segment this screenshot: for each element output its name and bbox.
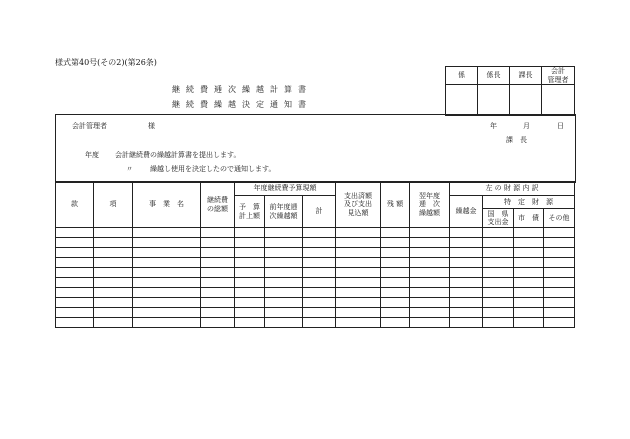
stamp-header-kaikei <box>542 67 575 85</box>
table-cell[interactable] <box>201 298 235 308</box>
addressee: 会計管理者 <box>72 122 107 130</box>
stamp-header-label: 係長 <box>486 71 501 80</box>
table-cell[interactable] <box>133 238 201 248</box>
carryover-table <box>55 181 575 328</box>
stamp-cell[interactable] <box>446 85 478 116</box>
table-cell[interactable] <box>483 318 514 328</box>
table-cell[interactable] <box>514 298 544 308</box>
table-cell[interactable] <box>235 248 265 258</box>
approval-stamp-table <box>445 66 575 116</box>
header-kokken: 国 県 支出金 <box>483 209 514 228</box>
table-row <box>56 278 575 288</box>
header-total: 継続費 の総額 <box>201 182 235 228</box>
table-cell[interactable] <box>483 228 514 238</box>
title-calculation: 継続費逓次繰越計算書 <box>172 85 312 94</box>
header-jigyo: 事 業 名 <box>133 182 201 228</box>
table-cell[interactable] <box>56 288 94 298</box>
table-cell[interactable] <box>410 228 450 238</box>
table-cell[interactable] <box>450 308 483 318</box>
table-cell[interactable] <box>133 308 201 318</box>
table-row <box>56 228 575 238</box>
table-cell[interactable] <box>483 248 514 258</box>
table-cell[interactable] <box>94 228 133 238</box>
table-cell[interactable] <box>235 278 265 288</box>
table-cell[interactable] <box>381 308 410 318</box>
table-cell[interactable] <box>56 308 94 318</box>
table-cell[interactable] <box>514 228 544 238</box>
table-cell[interactable] <box>450 298 483 308</box>
table-cell[interactable] <box>303 278 336 288</box>
table-cell[interactable] <box>265 278 303 288</box>
stamp-cell[interactable] <box>542 85 575 116</box>
table-cell[interactable] <box>450 268 483 278</box>
table-cell[interactable] <box>235 228 265 238</box>
stamp-header-label: 会計 管理者 <box>547 67 569 84</box>
table-cell[interactable] <box>133 288 201 298</box>
table-cell[interactable] <box>201 268 235 278</box>
stamp-cell[interactable] <box>478 85 510 116</box>
table-cell[interactable] <box>303 238 336 248</box>
table-cell[interactable] <box>235 298 265 308</box>
table-cell[interactable] <box>483 238 514 248</box>
header-zangaku: 残 額 <box>381 182 410 228</box>
table-cell[interactable] <box>56 248 94 258</box>
header-sonota: その他 <box>544 209 575 228</box>
table-cell[interactable] <box>381 288 410 298</box>
table-cell[interactable] <box>381 248 410 258</box>
letter-box <box>55 114 576 183</box>
table-cell[interactable] <box>544 268 575 278</box>
stamp-header-kakari <box>446 67 478 85</box>
table-cell[interactable] <box>265 238 303 248</box>
table-row <box>56 238 575 248</box>
table-cell[interactable] <box>94 258 133 268</box>
table-cell[interactable] <box>201 278 235 288</box>
table-cell[interactable] <box>94 278 133 288</box>
table-row <box>56 298 575 308</box>
table-cell[interactable] <box>336 238 381 248</box>
table-cell[interactable] <box>303 288 336 298</box>
stamp-header-label: 課長 <box>518 71 533 80</box>
table-cell[interactable] <box>265 308 303 318</box>
line1-text: 会計継続費の繰越計算書を提出します。 <box>115 151 241 159</box>
table-cell[interactable] <box>336 288 381 298</box>
table-cell[interactable] <box>133 258 201 268</box>
table-cell[interactable] <box>133 268 201 278</box>
table-cell[interactable] <box>381 258 410 268</box>
table-cell[interactable] <box>201 258 235 268</box>
table-cell[interactable] <box>544 278 575 288</box>
table-cell[interactable] <box>544 288 575 298</box>
table-cell[interactable] <box>381 228 410 238</box>
line2-text: 繰越し使用を決定したので通知します。 <box>150 165 276 173</box>
table-cell[interactable] <box>483 268 514 278</box>
table-cell[interactable] <box>56 238 94 248</box>
table-cell[interactable] <box>450 278 483 288</box>
header-tokutei-group: 特 定 財 源 <box>483 196 575 209</box>
table-cell[interactable] <box>544 318 575 328</box>
table-cell[interactable] <box>514 248 544 258</box>
header-kurikoshi: 繰越金 <box>450 196 483 228</box>
table-cell[interactable] <box>381 278 410 288</box>
table-cell[interactable] <box>514 278 544 288</box>
table-cell[interactable] <box>514 318 544 328</box>
table-cell[interactable] <box>56 298 94 308</box>
table-cell[interactable] <box>265 228 303 238</box>
header-shishutsu: 支出済額 及び支出 見込額 <box>336 182 381 228</box>
table-cell[interactable] <box>514 288 544 298</box>
table-cell[interactable] <box>201 318 235 328</box>
table-cell[interactable] <box>94 298 133 308</box>
table-cell[interactable] <box>336 308 381 318</box>
table-cell[interactable] <box>235 258 265 268</box>
date-year: 年 <box>490 122 497 130</box>
table-cell[interactable] <box>410 248 450 258</box>
table-cell[interactable] <box>410 238 450 248</box>
table-cell[interactable] <box>450 318 483 328</box>
stamp-header-kakaricho <box>478 67 510 85</box>
table-row <box>56 308 575 318</box>
table-cell[interactable] <box>381 238 410 248</box>
table-cell[interactable] <box>201 288 235 298</box>
stamp-header-label: 係 <box>458 71 465 80</box>
table-row <box>56 288 575 298</box>
table-cell[interactable] <box>235 318 265 328</box>
table-cell[interactable] <box>56 258 94 268</box>
table-cell[interactable] <box>514 268 544 278</box>
table-cell[interactable] <box>235 268 265 278</box>
table-cell[interactable] <box>133 318 201 328</box>
table-cell[interactable] <box>303 228 336 238</box>
table-cell[interactable] <box>201 308 235 318</box>
table-cell[interactable] <box>450 288 483 298</box>
table-cell[interactable] <box>410 258 450 268</box>
header-kan: 款 <box>56 182 94 228</box>
table-cell[interactable] <box>450 238 483 248</box>
table-cell[interactable] <box>336 258 381 268</box>
table-cell[interactable] <box>514 238 544 248</box>
table-cell[interactable] <box>265 318 303 328</box>
table-cell[interactable] <box>94 288 133 298</box>
table-cell[interactable] <box>483 308 514 318</box>
table-cell[interactable] <box>303 308 336 318</box>
line2-prefix: 〃 <box>126 165 133 173</box>
table-cell[interactable] <box>336 248 381 258</box>
table-cell[interactable] <box>265 288 303 298</box>
form-number: 様式第40号(その2)(第26条) <box>55 58 157 67</box>
table-cell[interactable] <box>265 258 303 268</box>
date-day: 日 <box>557 122 564 130</box>
table-cell[interactable] <box>235 238 265 248</box>
table-row <box>56 268 575 278</box>
table-cell[interactable] <box>410 288 450 298</box>
sender: 課 長 <box>506 136 527 144</box>
table-cell[interactable] <box>336 268 381 278</box>
table-cell[interactable] <box>514 308 544 318</box>
table-cell[interactable] <box>94 308 133 318</box>
table-cell[interactable] <box>336 318 381 328</box>
table-cell[interactable] <box>303 268 336 278</box>
table-cell[interactable] <box>544 248 575 258</box>
table-cell[interactable] <box>303 248 336 258</box>
table-cell[interactable] <box>56 268 94 278</box>
table-cell[interactable] <box>303 318 336 328</box>
table-cell[interactable] <box>381 318 410 328</box>
stamp-header-kacho <box>510 67 542 85</box>
table-cell[interactable] <box>133 228 201 238</box>
table-cell[interactable] <box>201 248 235 258</box>
table-cell[interactable] <box>133 248 201 258</box>
table-cell[interactable] <box>265 298 303 308</box>
table-cell[interactable] <box>544 258 575 268</box>
table-cell[interactable] <box>94 238 133 248</box>
table-cell[interactable] <box>56 228 94 238</box>
table-cell[interactable] <box>265 268 303 278</box>
table-cell[interactable] <box>303 258 336 268</box>
table-cell[interactable] <box>201 228 235 238</box>
table-cell[interactable] <box>544 298 575 308</box>
table-cell[interactable] <box>94 268 133 278</box>
header-shisai: 市 債 <box>514 209 544 228</box>
honorific: 様 <box>148 122 155 130</box>
header-budget-group: 年度継続費予算現額 <box>235 182 336 196</box>
table-cell[interactable] <box>544 228 575 238</box>
table-cell[interactable] <box>483 298 514 308</box>
table-cell[interactable] <box>514 258 544 268</box>
table-cell[interactable] <box>336 278 381 288</box>
table-cell[interactable] <box>544 308 575 318</box>
table-cell[interactable] <box>336 228 381 238</box>
header-yokunen: 翌年度 逓 次 繰越額 <box>410 182 450 228</box>
table-cell[interactable] <box>410 308 450 318</box>
header-kei: 計 <box>303 196 336 228</box>
table-cell[interactable] <box>450 248 483 258</box>
table-cell[interactable] <box>94 248 133 258</box>
table-row <box>56 258 575 268</box>
table-cell[interactable] <box>94 318 133 328</box>
table-cell[interactable] <box>133 278 201 288</box>
table-cell[interactable] <box>265 248 303 258</box>
table-cell[interactable] <box>336 298 381 308</box>
stamp-cell[interactable] <box>510 85 542 116</box>
table-cell[interactable] <box>483 278 514 288</box>
table-cell[interactable] <box>544 238 575 248</box>
header-kou: 項 <box>94 182 133 228</box>
table-cell[interactable] <box>450 258 483 268</box>
table-row <box>56 318 575 328</box>
table-cell[interactable] <box>410 318 450 328</box>
table-cell[interactable] <box>410 278 450 288</box>
table-cell[interactable] <box>381 298 410 308</box>
table-cell[interactable] <box>483 288 514 298</box>
table-cell[interactable] <box>450 228 483 238</box>
header-zennen: 前年度逓 次繰越額 <box>265 196 303 228</box>
table-row <box>56 248 575 258</box>
table-cell[interactable] <box>133 298 201 308</box>
table-cell[interactable] <box>410 298 450 308</box>
table-cell[interactable] <box>201 238 235 248</box>
table-cell[interactable] <box>56 278 94 288</box>
table-cell[interactable] <box>483 258 514 268</box>
title-notice: 継続費繰越決定通知書 <box>172 100 312 109</box>
line1-prefix: 年度 <box>85 151 99 159</box>
table-cell[interactable] <box>235 288 265 298</box>
table-cell[interactable] <box>381 268 410 278</box>
date-month: 月 <box>523 122 530 130</box>
header-yosan: 予 算 計上額 <box>235 196 265 228</box>
table-cell[interactable] <box>235 308 265 318</box>
table-cell[interactable] <box>56 318 94 328</box>
table-cell[interactable] <box>410 268 450 278</box>
header-zaigen-group: 左 の 財 源 内 訳 <box>450 182 575 196</box>
table-cell[interactable] <box>303 298 336 308</box>
